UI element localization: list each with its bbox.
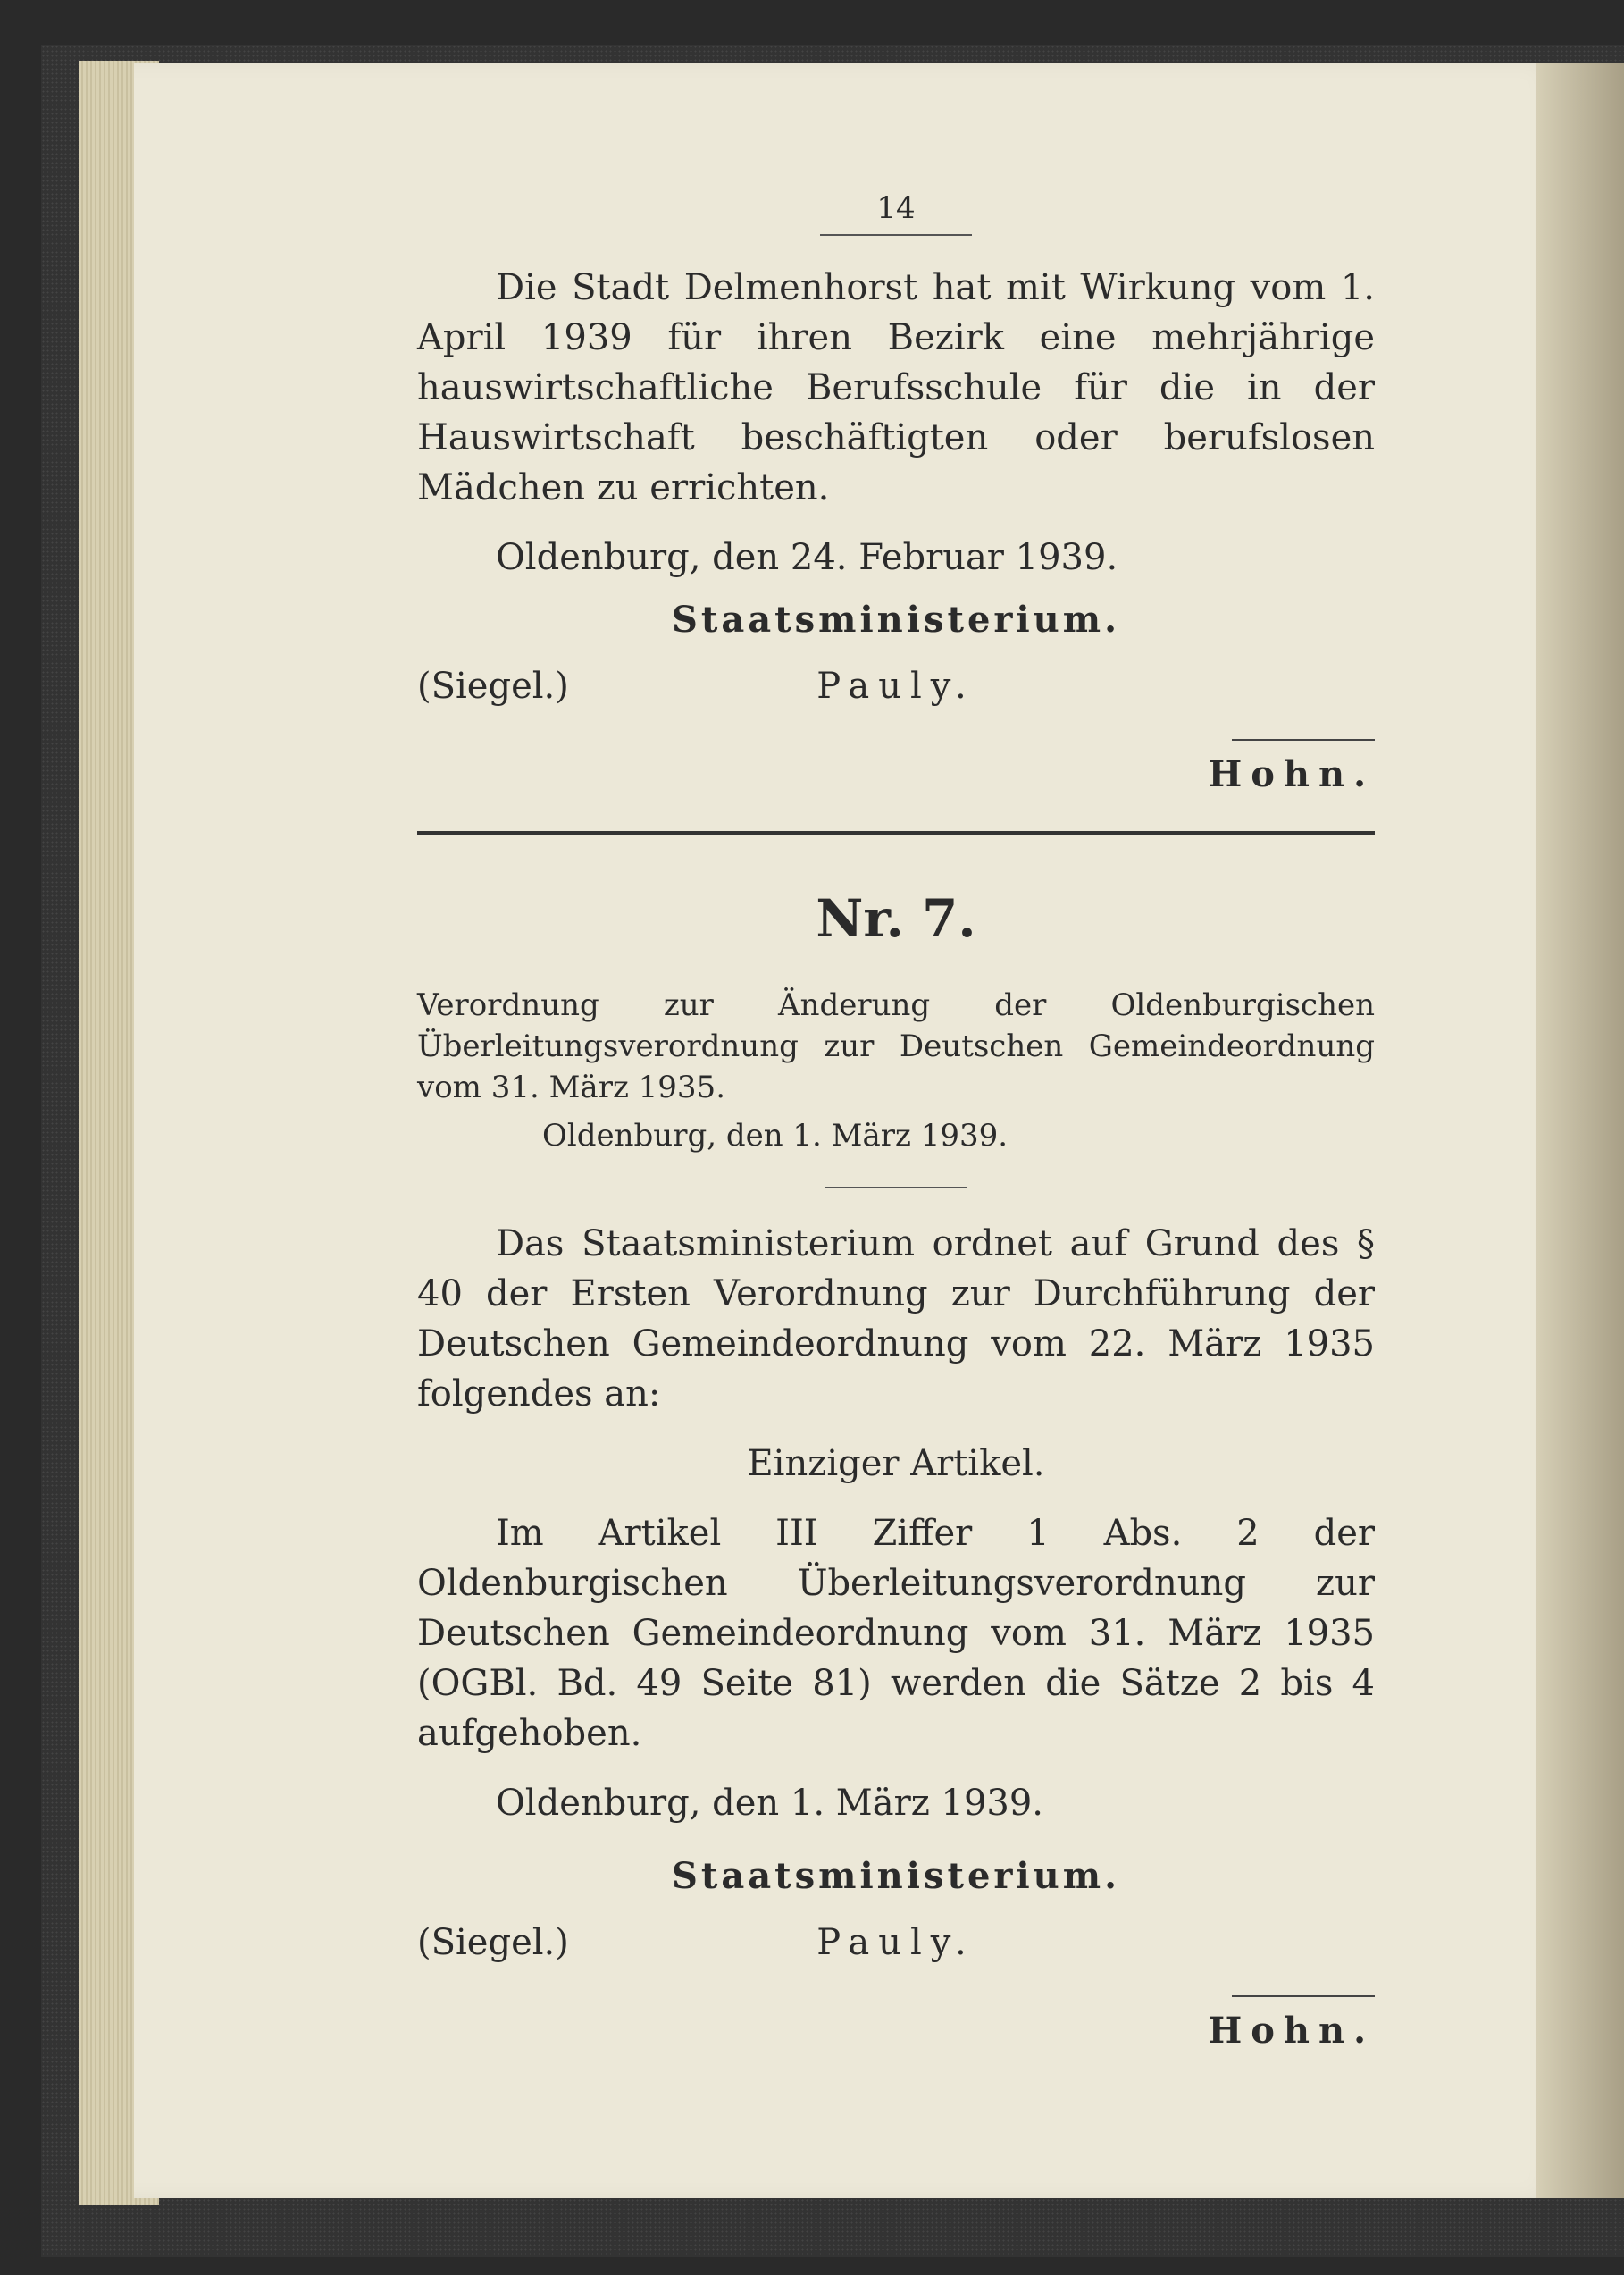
section2-seal: (Siegel.)	[417, 1922, 569, 1963]
section2-number: Nr. 7.	[816, 888, 976, 949]
page-number-rule	[820, 234, 972, 236]
section1-signature-row	[417, 661, 1375, 711]
section1-signer-pauly: Pauly.	[816, 666, 975, 707]
section2-title-date: Oldenburg, den 1. März 1939.	[542, 1118, 1009, 1154]
page-content	[417, 188, 1375, 2052]
section1-authority: Staatsministerium.	[671, 599, 1121, 641]
section2-signature-row	[417, 1918, 1375, 1968]
section2-hohn-rule	[1232, 1995, 1375, 1997]
section2-intro: Das Staatsministerium ordnet auf Grund des § 40 der Ersten Verordnung zur Durchführung der Deutschen Gemeindeordnung vom 22. März 1935 folgendes an:	[417, 1223, 1375, 1415]
section-divider	[417, 831, 1375, 835]
section2-article-heading: Einziger Artikel.	[747, 1443, 1045, 1484]
section2-signer-hohn: Hohn.	[1208, 2010, 1375, 2052]
section2-short-rule	[825, 1187, 967, 1188]
section2-signer-pauly: Pauly.	[816, 1922, 975, 1963]
section-delmenhorst	[417, 263, 1375, 795]
page-gutter	[1536, 63, 1624, 2198]
page-number: 14	[876, 190, 916, 226]
section1-signer-hohn: Hohn.	[1208, 753, 1375, 795]
section1-hohn-block	[417, 727, 1375, 795]
section1-hohn-rule	[1232, 739, 1375, 741]
section-nr-7	[417, 888, 1375, 2052]
section2-hohn-block	[417, 1984, 1375, 2052]
section2-date: Oldenburg, den 1. März 1939.	[496, 1783, 1044, 1824]
section1-seal: (Siegel.)	[417, 666, 569, 707]
section1-paragraph: Die Stadt Delmenhorst hat mit Wirkung vom 1. April 1939 für ihren Bezirk eine mehrjährige hauswirtschaftliche Berufsschule für die in der Hauswirtschaft beschäftigten oder berufslosen Mädchen zu errichten.	[417, 267, 1375, 508]
section2-authority: Staatsministerium.	[671, 1855, 1121, 1897]
section1-date: Oldenburg, den 24. Februar 1939.	[496, 537, 1118, 578]
section2-article-text: Im Artikel III Ziffer 1 Abs. 2 der Oldenburgischen Überleitungsverordnung zur Deutschen Gemeindeordnung vom 31. März 1935 (OGBl. Bd. 49 Seite 81) werden die Sätze 2 bis 4 aufgehoben.	[417, 1513, 1375, 1754]
section2-title: Verordnung zur Änderung der Oldenburgischen Überleitungsverordnung zur Deutschen Gemeindeordnung vom 31. März 1935.	[417, 987, 1375, 1105]
